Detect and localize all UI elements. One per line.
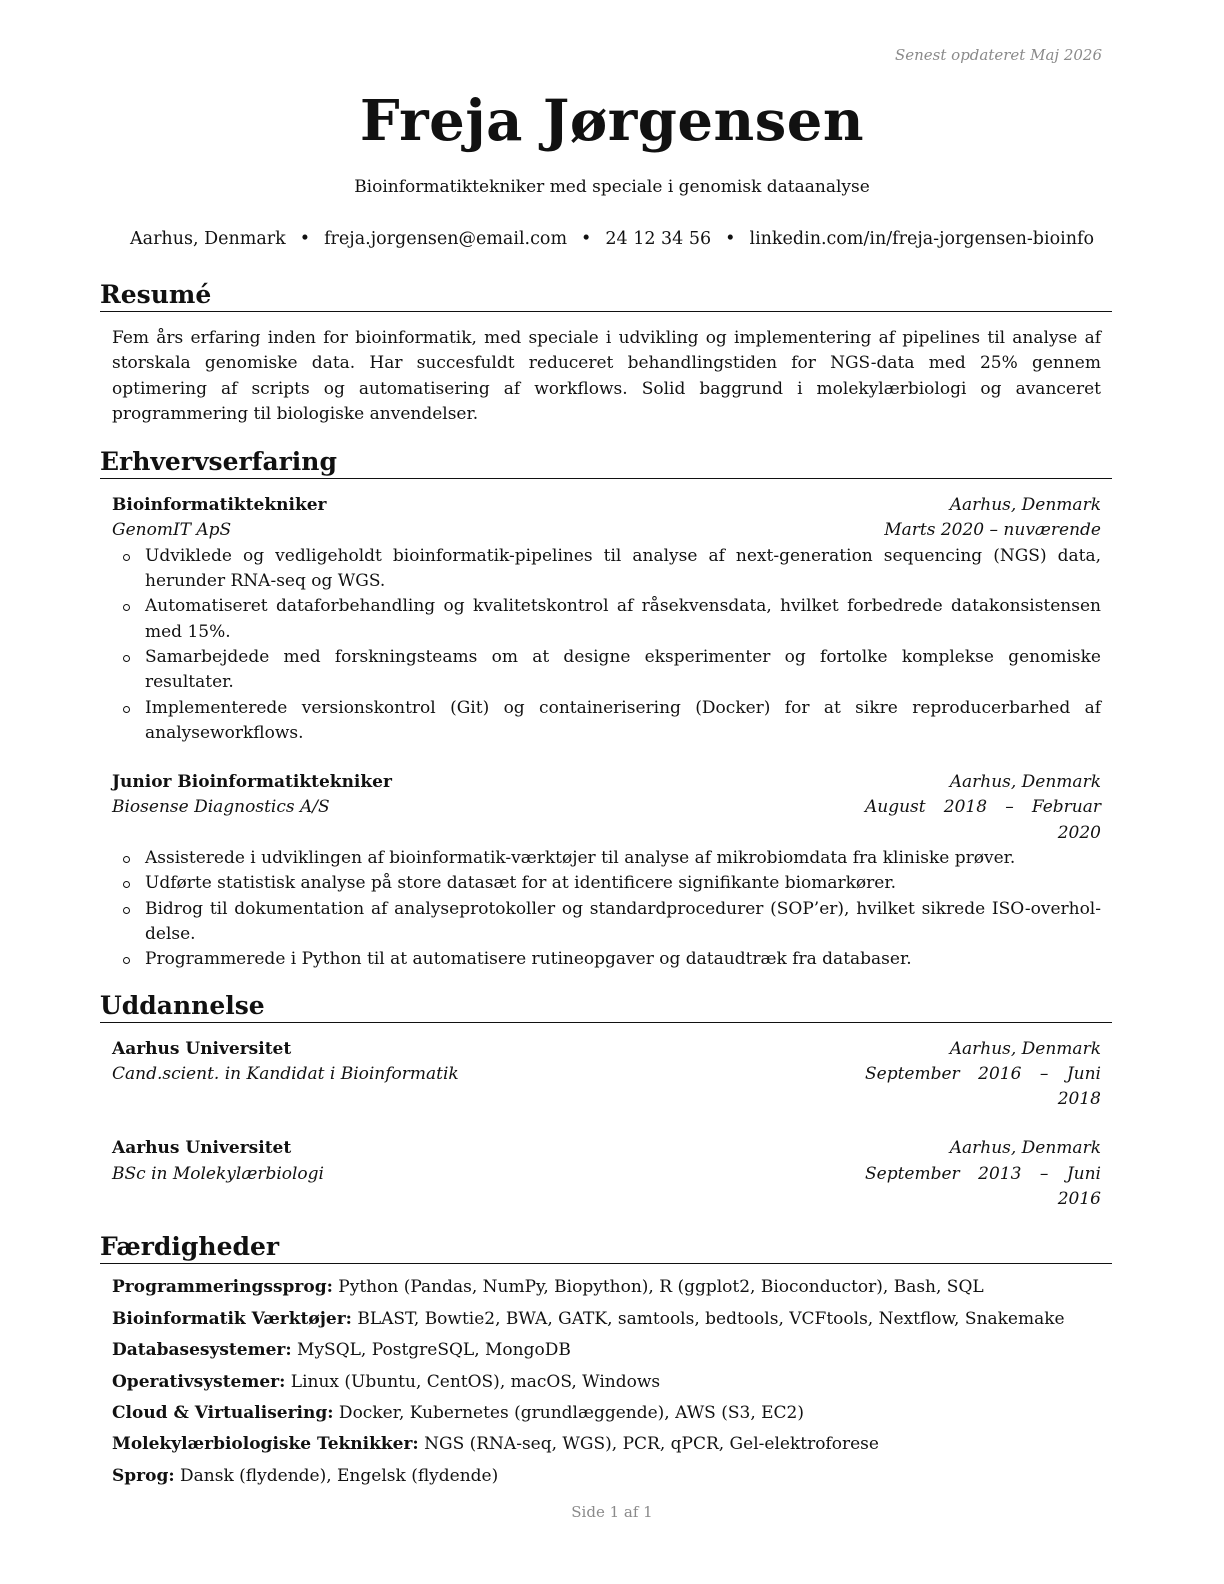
education-dates (865, 1162, 1101, 1213)
job-dates-line1: August 2018 – Februar (865, 797, 1101, 818)
skill-value: MySQL, PostgreSQL, MongoDB (291, 1340, 571, 1361)
skill-label: Databasesystemer: (112, 1340, 292, 1361)
candidate-name: Freja Jørgensen (359, 88, 865, 154)
education-dates (865, 1062, 1101, 1113)
skill-value: Linux (Ubuntu, CentOS), macOS, Windows (285, 1371, 661, 1392)
summary-text: Fem års erfaring inden for bioinformatik, med speciale i udvikling og implementering af pipelines til analyse af storskala genomiske data. Har succesfuldt reduceret behandlingstiden for NGS-data med 25% gennem optimering af scripts og automatisering af workflows. Solid baggrund i molekylærbiologi og avanceret programmering til biologiske anvendelser. (112, 328, 1101, 424)
skill-value: Dansk (flydende), Engelsk (flydende) (174, 1465, 499, 1486)
skill-row (112, 1304, 1101, 1335)
last-updated: Senest opdateret Maj 2026 (894, 46, 1102, 64)
page-number: Side 1 af 1 (571, 1503, 653, 1521)
section-title-education: Uddannelse (100, 989, 1112, 1023)
skill-value: BLAST, Bowtie2, BWA, GATK, samtools, bedtools, VCFtools, Nextflow, Snakemake (351, 1308, 1065, 1329)
list-item: Samarbejdede med forskningsteams om at designe eksperimenter og fortolke komplekse genomiske resultater. (112, 645, 1101, 696)
contact-separator: • (725, 229, 736, 249)
list-item: Udviklede og vedligeholdt bioinformatik-pipelines til analyse af next-generation sequencing (NGS) data, herunder RNA-seq og WGS. (112, 544, 1101, 595)
candidate-subtitle: Bioinformatiktekniker med speciale i genomisk dataanalyse (354, 177, 870, 197)
job-company: GenomIT ApS (112, 520, 232, 541)
education-entry (112, 1037, 1101, 1113)
education-dates-line1: September 2016 – Juni (865, 1063, 1101, 1084)
skill-row (112, 1398, 1101, 1429)
contact-email[interactable]: freja.jorgensen@email.com (324, 229, 568, 249)
list-item: Bidrog til dokumentation af analyseprotokoller og standardprocedurer (SOP’er), hvilket sikrede ISO-overholdelse. (112, 897, 1101, 948)
job-bullets (112, 544, 1101, 746)
education-dates-line2: 2018 (1057, 1089, 1101, 1110)
skill-label: Bioinformatik Værktøjer: (112, 1308, 352, 1329)
job-role: Junior Bioinformatiktekniker (112, 772, 392, 793)
contact-linkedin[interactable]: linkedin.com/in/freja-jorgensen-bioinfo (749, 229, 1094, 249)
skills-list (100, 1272, 1112, 1492)
skill-label: Programmeringssprog: (112, 1277, 333, 1298)
resume-content (100, 278, 1112, 1492)
section-title-summary: Resumé (100, 278, 1112, 312)
job-role: Bioinformatiktekniker (112, 495, 327, 516)
degree-name: BSc in Molekylærbiologi (112, 1163, 324, 1184)
job-location: Aarhus, Denmark (949, 495, 1101, 516)
skill-label: Sprog: (112, 1465, 175, 1486)
school-location: Aarhus, Denmark (949, 1038, 1101, 1059)
education-entry (112, 1136, 1101, 1212)
skill-label: Cloud & Virtualisering: (112, 1402, 334, 1423)
skill-label: Operativsystemer: (112, 1371, 286, 1392)
list-item: Programmerede i Python til at automatisere rutineopgaver og dataudtræk fra databaser. (112, 947, 1101, 972)
job-entry (112, 493, 1101, 746)
job-dates: Marts 2020 – nuværende (884, 520, 1101, 541)
job-dates-line2: 2020 (1057, 822, 1101, 843)
education-dates-line1: September 2013 – Juni (865, 1163, 1101, 1184)
job-bullets (112, 846, 1101, 972)
education-dates-line2: 2016 (1057, 1189, 1101, 1210)
contact-location: Aarhus, Denmark (130, 229, 286, 249)
school-location: Aarhus, Denmark (949, 1138, 1101, 1159)
skill-value: NGS (RNA-seq, WGS), PCR, qPCR, Gel-elektroforese (418, 1434, 879, 1455)
section-title-skills: Færdigheder (100, 1230, 1112, 1264)
skill-row (112, 1272, 1101, 1303)
list-item: Udførte statistisk analyse på store datasæt for at identificere signifikante biomarkører. (112, 871, 1101, 896)
skill-value: Python (Pandas, NumPy, Biopython), R (ggplot2, Bioconductor), Bash, SQL (332, 1277, 984, 1298)
list-item: Assisterede i udviklingen af bioinformatik-værktøjer til analyse af mikrobiomdata fra kliniske prøver. (112, 846, 1101, 871)
job-location: Aarhus, Denmark (949, 772, 1101, 793)
skill-row (112, 1461, 1101, 1492)
contact-separator: • (581, 229, 592, 249)
school-name: Aarhus Universitet (112, 1038, 292, 1059)
list-item: Implementerede versionskontrol (Git) og containerisering (Docker) for at sikre reproducerbarhed af analyseworkflows. (112, 696, 1101, 747)
contact-line (0, 229, 1224, 249)
job-dates (865, 795, 1101, 846)
school-name: Aarhus Universitet (112, 1138, 292, 1159)
degree-name: Cand.scient. in Kandidat i Bioinformatik (112, 1063, 459, 1084)
job-entry (112, 770, 1101, 972)
job-company: Biosense Diagnostics A/S (112, 797, 330, 818)
skill-row (112, 1429, 1101, 1460)
skill-row (112, 1367, 1101, 1398)
skill-label: Molekylærbiologiske Teknikker: (112, 1434, 419, 1455)
skill-value: Docker, Kubernetes (grundlæggende), AWS (S3, EC2) (333, 1402, 804, 1423)
section-title-experience: Erhvervserfaring (100, 445, 1112, 479)
skill-row (112, 1335, 1101, 1366)
list-item: Automatiseret dataforbehandling og kvalitetskontrol af råsekvensdata, hvilket forbedrede datakonsistensen med 15%. (112, 594, 1101, 645)
contact-separator: • (299, 229, 311, 249)
contact-phone: 24 12 34 56 (605, 229, 712, 249)
